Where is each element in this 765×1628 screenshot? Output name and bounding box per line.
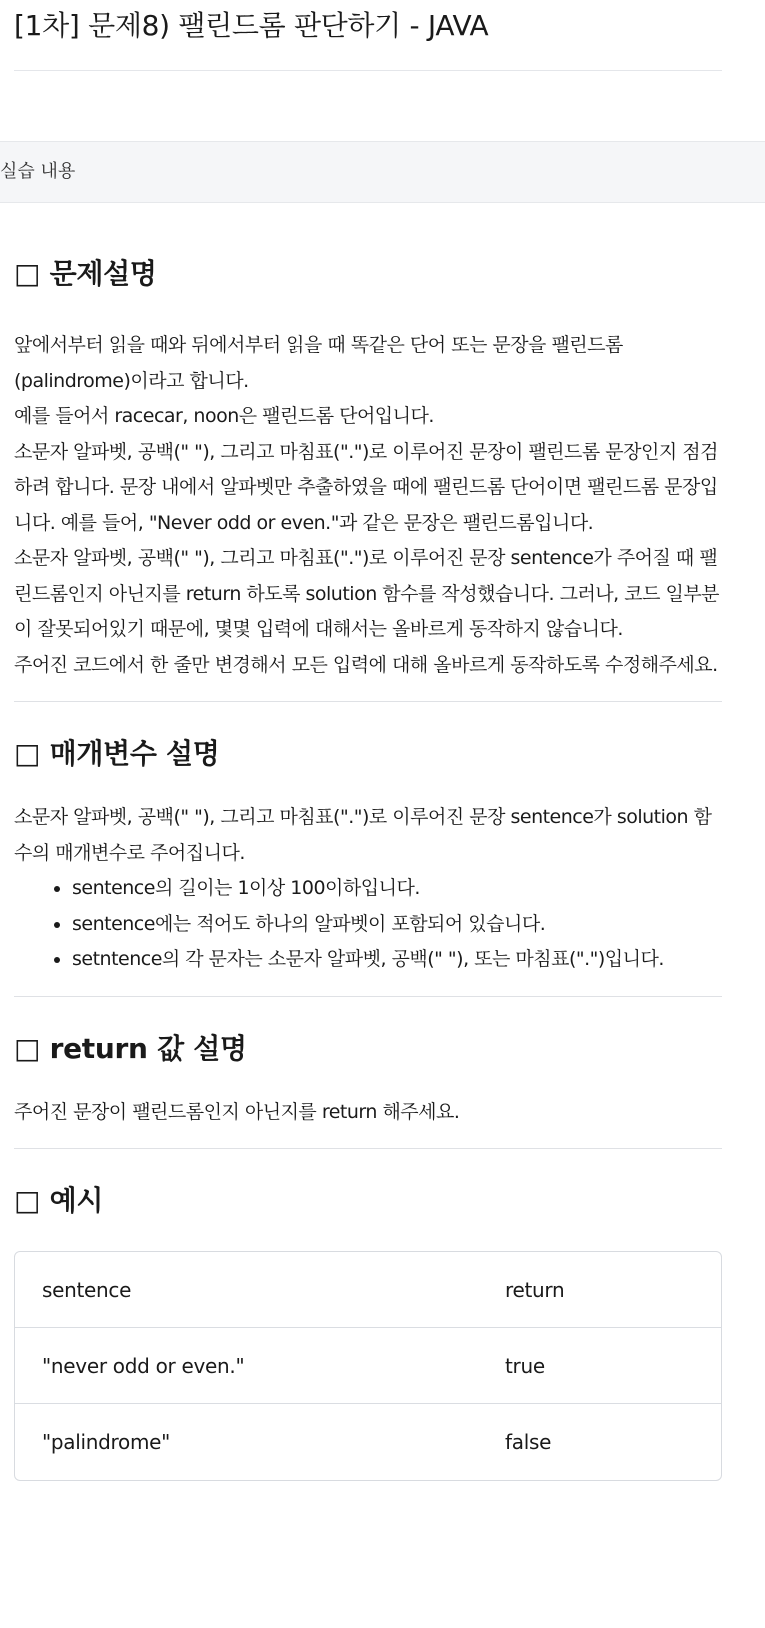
problem-heading: □ 문제설명	[14, 257, 157, 290]
page-title: [1차] 문제8) 팰린드롬 판단하기 - JAVA	[14, 9, 489, 42]
list-item: • sentence의 길이는 1이상 100이하입니다.	[72, 871, 722, 907]
tab-practice-content[interactable]: 실습 내용	[0, 161, 76, 182]
cell-return: false	[505, 1430, 552, 1454]
content-tab-bar	[0, 141, 765, 203]
problem-paragraph-3: 소문자 알파벳, 공백(" "), 그리고 마침표(".")로 이루어진 문장이 팰린드롬 문장인지 점검하려 합니다. 문장 내에서 알파벳만 추출하였을 때에 팰린드롬 단어이면 팰린드롬 문장입니다. 예를 들어, "Never odd or even."과 같은 문장은 팰린드롬입니다.	[14, 440, 718, 534]
problem-paragraph-1: 앞에서부터 읽을 때와 뒤에서부터 읽을 때 똑같은 단어 또는 문장을 팰린드롬(palindrome)이라고 합니다.	[14, 334, 623, 392]
return-description: 주어진 문장이 팰린드롬인지 아닌지를 return 해주세요.	[14, 1100, 460, 1123]
cell-sentence: "palindrome"	[42, 1430, 171, 1454]
problem-paragraph-4: 소문자 알파벳, 공백(" "), 그리고 마침표(".")로 이루어진 문장 sentence가 주어질 때 팰린드롬인지 아닌지를 return 하도록 solution 함수를 작성했습니다. 그러나, 코드 일부분이 잘못되어있기 때문에, 몇몇 입력에 대해서는 올바르게 동작하지 않습니다.	[14, 547, 720, 640]
table-row	[15, 1404, 721, 1480]
return-heading: □ return 값 설명	[14, 1031, 247, 1065]
problem-content	[14, 250, 722, 1481]
example-heading: □ 예시	[14, 1184, 104, 1217]
table-row	[15, 1328, 721, 1404]
list-item: • setntence의 각 문자는 소문자 알파벳, 공백(" "), 또는 마침표(".")입니다.	[72, 942, 722, 978]
params-intro: 소문자 알파벳, 공백(" "), 그리고 마침표(".")로 이루어진 문장 sentence가 solution 함수의 매개변수로 주어집니다.	[14, 806, 712, 864]
example-table	[14, 1251, 722, 1481]
list-item: • sentence에는 적어도 하나의 알파벳이 포함되어 있습니다.	[72, 907, 722, 943]
column-header-return: return	[505, 1277, 565, 1302]
table-header-row	[15, 1252, 721, 1328]
problem-paragraph-5: 주어진 코드에서 한 줄만 변경해서 모든 입력에 대해 올바르게 동작하도록 수정해주세요.	[14, 653, 718, 676]
params-heading: □ 매개변수 설명	[14, 737, 220, 770]
cell-sentence: "never odd or even."	[42, 1353, 245, 1378]
cell-return: true	[505, 1353, 545, 1378]
title-divider	[14, 70, 722, 71]
column-header-sentence: sentence	[42, 1277, 132, 1302]
problem-paragraph-2: 예를 들어서 racecar, noon은 팰린드롬 단어입니다.	[14, 405, 434, 427]
params-constraints-list	[14, 871, 722, 978]
